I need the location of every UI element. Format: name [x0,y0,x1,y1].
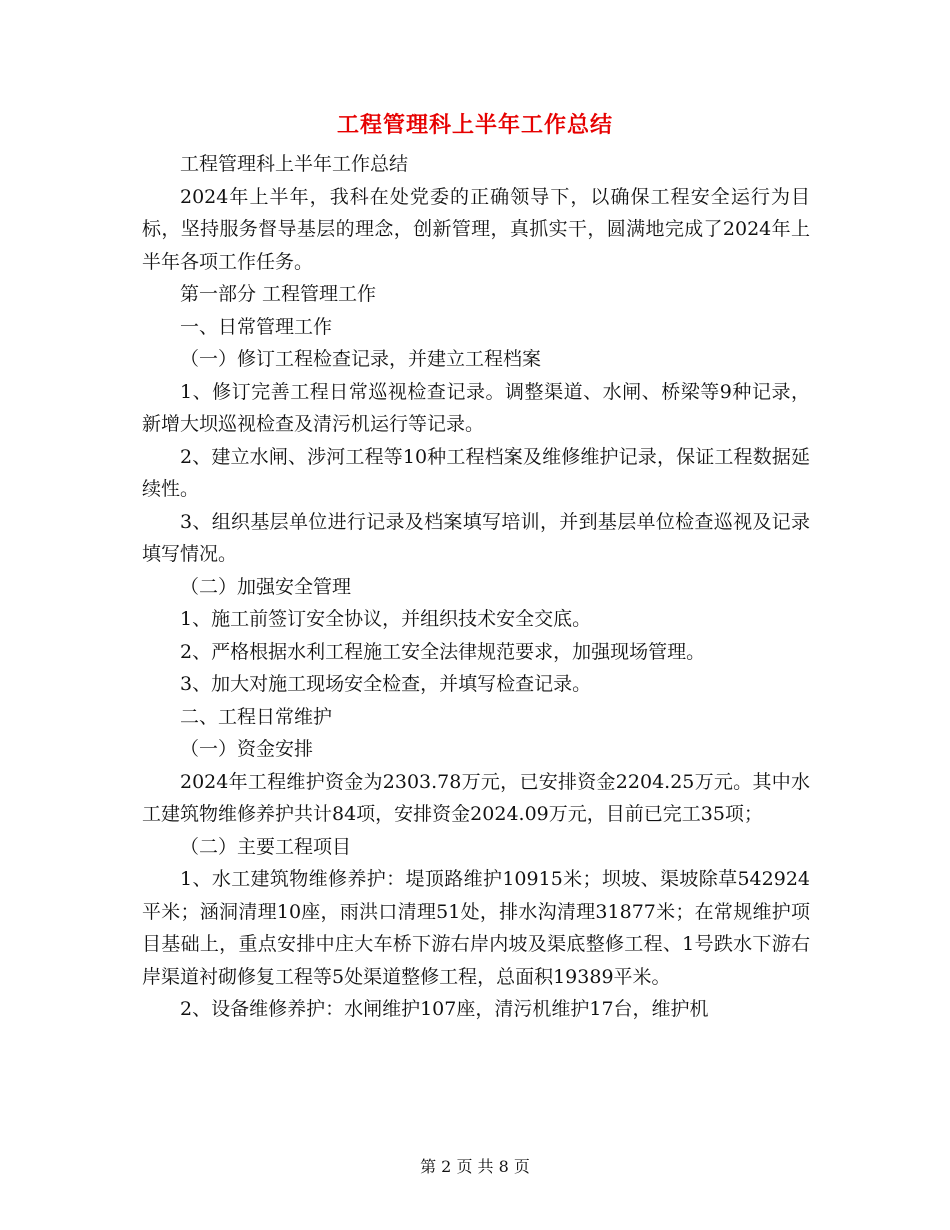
heading-subsection-funds: （一）资金安排 [180,738,314,760]
document-title: 工程管理科上半年工作总结 [336,112,613,138]
paragraph-subtitle: 工程管理科上半年工作总结 [180,153,409,175]
heading-subsection-1: （一）修订工程检查记录，并建立工程档案 [180,348,542,370]
paragraph-item: 3、加大对施工现场安全检查，并填写检查记录。 [180,673,592,695]
heading-section-one: 一、日常管理工作 [180,315,333,338]
heading-subsection-projects: （二）主要工程项目 [180,835,352,858]
heading-section-two: 二、工程日常维护 [180,705,333,728]
heading-part-one: 第一部分 工程管理工作 [180,283,377,305]
paragraph-intro: 2024年上半年，我科在处党委的正确领导下，以确保工程安全运行为目标，坚持服务督导基层的理念，创新管理，真抓实干，圆满地完成了2024年上半年各项工作任务。 [142,185,810,273]
paragraph-item: 2、建立水闸、涉河工程等10种工程档案及维修维护记录，保证工程数据延续性。 [142,445,810,500]
document-body [142,148,810,1026]
paragraph-item: 1、水工建筑物维修养护：堤顶路维护10915米；坝坡、渠坡除草542924平米；涵洞清理10座，雨洪口清理51处，排水沟清理31877米；在常规维护项目基础上，重点安排中庄大车桥下游右岸内坡及渠底整修工程、1号跌水下游右岸渠道衬砌修复工程等5处渠道整修工程，总面积19389平米。 [142,868,810,988]
page-number: 第 2 页 共 8 页 [420,1157,530,1176]
page-footer [0,1154,950,1177]
paragraph-item: 3、组织基层单位进行记录及档案填写培训，并到基层单位检查巡视及记录填写情况。 [142,510,810,565]
paragraph-item: 2、设备维修养护：水闸维护107座，清污机维护17台，维护机 [180,998,709,1020]
heading-subsection-2: （二）加强安全管理 [180,575,352,598]
paragraph-funds: 2024年工程维护资金为2303.78万元，已安排资金2204.25万元。其中水工建筑物维修养护共计84项，安排资金2024.09万元，目前已完工35项； [142,770,810,825]
paragraph-item: 2、严格根据水利工程施工安全法律规范要求，加强现场管理。 [180,640,706,663]
paragraph-item: 1、修订完善工程日常巡视检查记录。调整渠道、水闸、桥梁等9种记录，新增大坝巡视检查及清污机运行等记录。 [142,380,810,435]
paragraph-item: 1、施工前签订安全协议，并组织技术安全交底。 [180,608,592,630]
